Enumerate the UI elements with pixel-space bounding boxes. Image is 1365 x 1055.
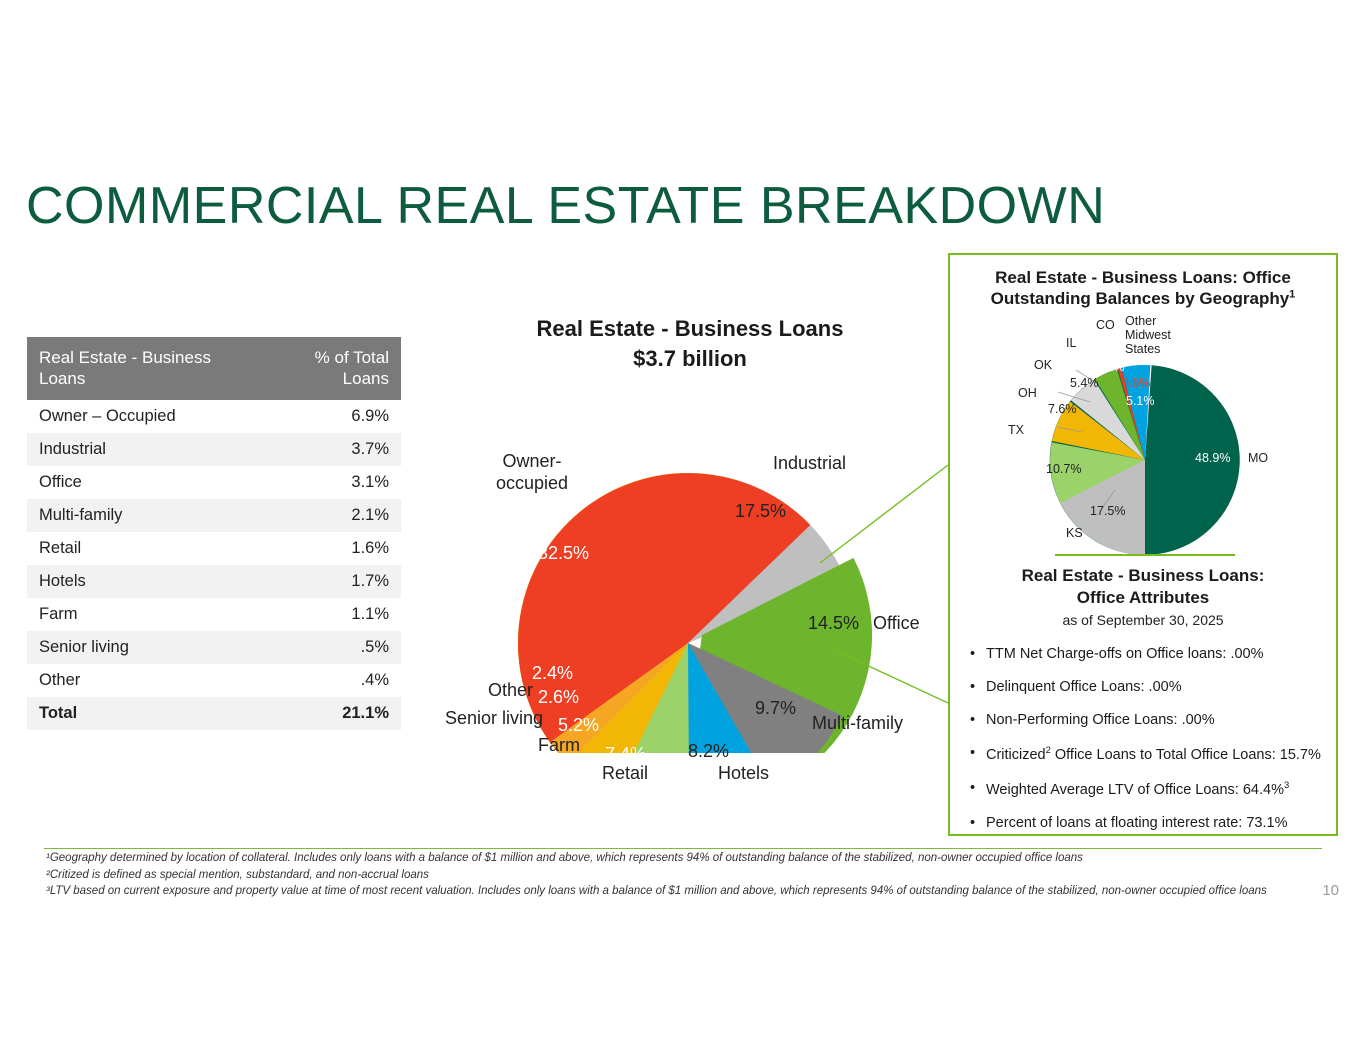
pie-label-other: Other [488, 680, 534, 701]
table-cell-label: Senior living [27, 631, 259, 664]
pie-value-industrial: 17.5% [735, 501, 787, 522]
table-row [27, 664, 401, 697]
office-attributes-title: Real Estate - Business Loans: Office Attributes [1021, 566, 1265, 608]
geo-value-il: 4.2% [1096, 359, 1125, 374]
geo-value-mo: 48.9% [1195, 450, 1231, 465]
table-header-row [27, 337, 401, 400]
pie-value-retail: 7.4% [605, 744, 647, 765]
geo-label-mo: MO [1248, 450, 1269, 465]
pie-value-office: 14.5% [808, 613, 860, 634]
table-cell-label: Hotels [27, 565, 259, 598]
table-cell-label: Office [39, 472, 82, 491]
table-cell-pct: 3.1% [351, 472, 389, 491]
list-item: • Non-Performing Office Loans: .00% [970, 711, 1322, 729]
footnote-marker: 2 [1045, 744, 1051, 756]
table-row [27, 499, 401, 532]
table-cell-pct: .5% [259, 631, 401, 664]
table-header-label: Real Estate - Business Loans [27, 337, 259, 400]
table-cell-pct: .4% [360, 670, 389, 689]
table-cell-label: Farm [39, 604, 78, 623]
table-cell-pct: 3.7% [259, 433, 401, 466]
geo-value-co: 0.6% [1122, 375, 1151, 390]
main-pie-chart [430, 310, 950, 784]
footnote-3: ³LTV based on current exposure and property value at time of most recent valuation. Includes only loans with a balance of $1 million and above, which represents 94% of outstanding balance of the stabilized, non-owner occupied office loans [46, 885, 1267, 898]
geo-label-oh: OH [1018, 385, 1037, 400]
geo-chart-title: Real Estate - Business Loans: Office Outstanding Balances by Geography$^1$ [990, 268, 1296, 309]
pie-value-other: 2.4% [532, 663, 574, 684]
geo-value-oh: 7.6% [1048, 401, 1077, 416]
pie-label-owner-occupied: Owner- occupied [496, 451, 569, 493]
footnote-2: ²Critized is defined as special mention, substandard, and non-accrual loans [46, 868, 429, 881]
panel-divider [1055, 554, 1235, 556]
table-row [27, 532, 401, 565]
office-attributes-list [970, 645, 1322, 847]
table-cell-label: Multi-family [27, 499, 259, 532]
footnote-1: ¹Geography determined by location of collateral. Includes only loans with a balance of $1 million and above, which represents 94% of outstanding balance of the stabilized, non-owner occupied office loans [46, 852, 1083, 864]
list-item: • TTM Net Charge-offs on Office loans: .00% [970, 645, 1322, 663]
list-item: • Percent of loans at floating interest rate: 73.1% [970, 814, 1322, 832]
table-row-total [27, 697, 401, 730]
table-row [27, 433, 401, 466]
pie-value-owner-occupied: 32.5% [538, 543, 590, 564]
table-cell-label: Total [27, 697, 259, 730]
page-title: COMMERCIAL REAL ESTATE BREAKDOWN [26, 177, 1106, 235]
table-cell-pct: 1.1% [351, 604, 389, 623]
pie-value-senior-living: 2.6% [538, 687, 580, 708]
geo-value-ok: 5.4% [1070, 375, 1099, 390]
main-pie-area [430, 373, 950, 784]
pie-value-hotels: 8.2% [688, 741, 730, 762]
table-row [27, 565, 401, 598]
table-cell-pct: 1.6% [351, 538, 389, 557]
table-cell-label: Industrial [27, 433, 259, 466]
pie-label-hotels: Hotels [718, 763, 770, 784]
footnote-marker: 3 [1283, 779, 1290, 791]
geo-value-tx: 10.7% [1046, 461, 1082, 476]
pie-label-senior-living: Senior living [445, 708, 544, 729]
pie-label-multifamily: Multi-family [812, 713, 904, 734]
table-cell-pct: 6.9% [351, 406, 389, 425]
table-row [27, 598, 401, 631]
geo-label-tx: TX [1008, 422, 1024, 437]
table-row [27, 400, 401, 433]
page-number: 10 [1322, 882, 1339, 899]
geo-label-il: IL [1066, 335, 1077, 350]
geo-pie-area [950, 310, 1340, 580]
pie-label-farm: Farm [538, 735, 580, 756]
office-attributes-subtitle: as of September 30, 2025 [1062, 612, 1224, 628]
table-header-pct: % of Total Loans [259, 337, 401, 400]
callout-line-top [820, 465, 948, 563]
footnotes [46, 850, 1286, 900]
pie-label-office: Office [873, 613, 920, 634]
table-cell-pct: 2.1% [259, 499, 401, 532]
table-cell-label: Retail [39, 538, 82, 557]
table-cell-pct: 1.7% [259, 565, 401, 598]
table-cell-label: Other [39, 670, 81, 689]
pie-label-retail: Retail [602, 763, 649, 784]
table-cell-pct: 21.1% [259, 697, 401, 730]
list-item: • Criticized$^2$ Office Loans to Total Office Loans: 15.7% [970, 744, 1322, 764]
table-cell-label: Owner – Occupied [39, 406, 176, 425]
office-detail-panel [948, 253, 1338, 836]
cre-breakdown-table [27, 337, 401, 730]
pie-value-farm: 5.2% [558, 715, 600, 736]
geo-value-ks: 17.5% [1090, 503, 1126, 518]
footnote-divider [44, 848, 1322, 849]
main-chart-title: Real Estate - Business Loans $3.7 billion [536, 316, 844, 371]
geo-label-other-midwest: Other Midwest States [1125, 313, 1171, 357]
geo-label-co: CO [1096, 317, 1115, 332]
list-item: • Delinquent Office Loans: .00% [970, 678, 1322, 696]
geo-value-other-midwest: 5.1% [1126, 393, 1155, 408]
pie-value-multifamily: 9.7% [755, 698, 797, 719]
table-row [27, 466, 401, 499]
pie-label-industrial: Industrial [773, 453, 847, 474]
geo-label-ok: OK [1034, 357, 1053, 372]
table-row [27, 631, 401, 664]
geo-title-footnote-marker: 1 [1289, 288, 1296, 301]
list-item: • Weighted Average LTV of Office Loans: 64.4%$^3$ [970, 779, 1322, 799]
geo-label-ks: KS [1066, 525, 1083, 540]
